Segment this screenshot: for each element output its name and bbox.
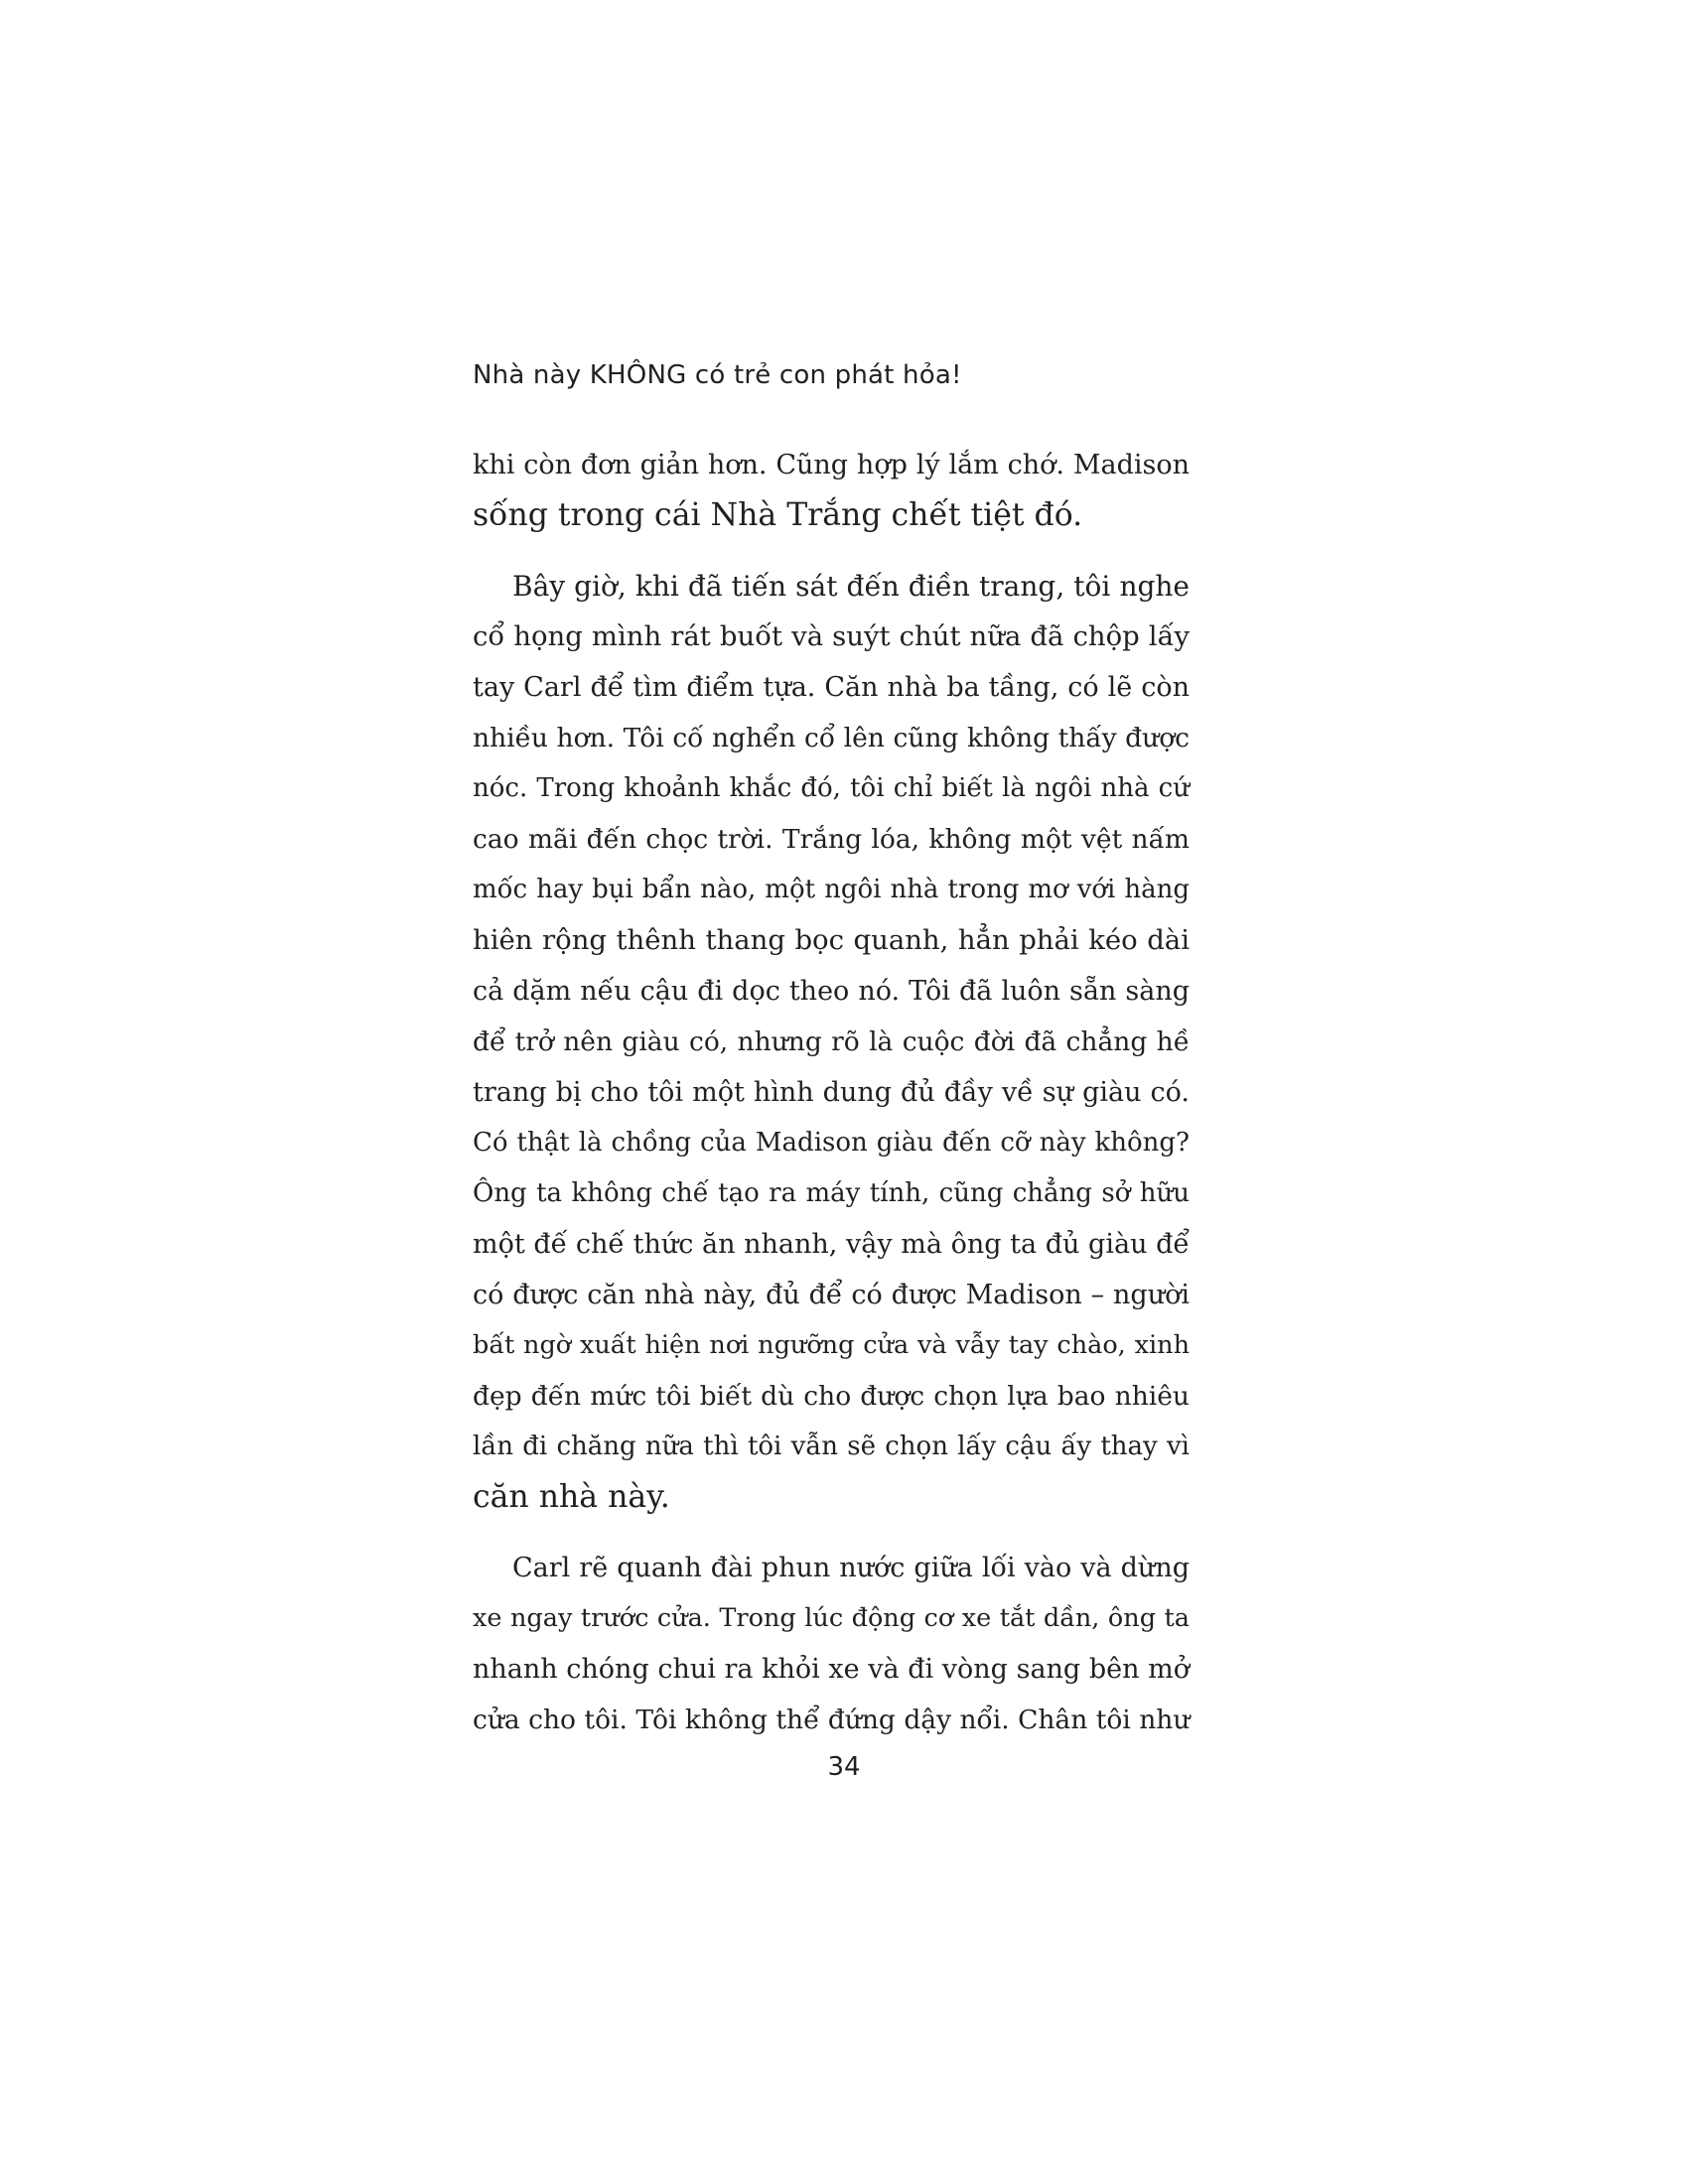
text-line: tay Carl để tìm điểm tựa. Căn nhà ba tầng, có lẽ còn: [473, 672, 1190, 703]
text-line: xe ngay trước cửa. Trong lúc động cơ xe tắt dần, ông ta: [473, 1603, 1190, 1633]
text-line: hiên rộng thênh thang bọc quanh, hẳn phải kéo dài: [473, 924, 1190, 956]
text-line: Có thật là chồng của Madison giàu đến cỡ này không?: [473, 1128, 1190, 1158]
running-header: Nhà này KHÔNG có trẻ con phát hỏa!: [473, 360, 962, 390]
text-line: Bây giờ, khi đã tiến sát đến điền trang, tôi nghe: [512, 570, 1190, 603]
text-line: cổ họng mình rát buốt và suýt chút nữa đã chộp lấy: [473, 620, 1190, 652]
text-line: nóc. Trong khoảnh khắc đó, tôi chỉ biết là ngôi nhà cứ: [473, 773, 1190, 803]
text-line: nhiều hơn. Tôi cố nghển cổ lên cũng không thấy được: [473, 723, 1190, 753]
text-line: đẹp đến mức tôi biết dù cho được chọn lựa bao nhiêu: [473, 1381, 1190, 1412]
text-line: trang bị cho tôi một hình dung đủ đầy về sự giàu có.: [473, 1077, 1190, 1108]
text-line: Ông ta không chế tạo ra máy tính, cũng chẳng sở hữu: [473, 1178, 1190, 1208]
text-line: một đế chế thức ăn nhanh, vậy mà ông ta đủ giàu để: [473, 1229, 1190, 1260]
text-line: mốc hay bụi bẩn nào, một ngôi nhà trong mơ với hàng: [473, 875, 1190, 904]
text-line: khi còn đơn giản hơn. Cũng hợp lý lắm chớ. Madison: [473, 450, 1190, 480]
text-line: có được căn nhà này, đủ để có được Madison – người: [473, 1280, 1190, 1310]
text-line: Carl rẽ quanh đài phun nước giữa lối vào và dừng: [512, 1553, 1190, 1583]
text-line: lần đi chăng nữa thì tôi vẫn sẽ chọn lấy cậu ấy thay vì: [473, 1432, 1190, 1461]
text-line: cả dặm nếu cậu đi dọc theo nó. Tôi đã luôn sẵn sàng: [473, 976, 1190, 1007]
text-line: cửa cho tôi. Tôi không thể đứng dậy nổi. Chân tôi như: [473, 1705, 1191, 1735]
text-line: cao mãi đến chọc trời. Trắng lóa, không một vệt nấm: [473, 824, 1190, 855]
body-text: [473, 440, 1190, 1745]
paragraph: [473, 1543, 1190, 1745]
text-line: sống trong cái Nhà Trắng chết tiệt đó.: [473, 497, 1083, 533]
text-line: để trở nên giàu có, nhưng rõ là cuộc đời đã chẳng hề: [473, 1026, 1190, 1057]
page-number: 34: [827, 1752, 861, 1782]
paragraph: [473, 440, 1190, 541]
text-line: bất ngờ xuất hiện nơi ngưỡng cửa và vẫy tay chào, xinh: [473, 1330, 1190, 1360]
text-line: căn nhà này.: [473, 1479, 670, 1515]
text-line: nhanh chóng chui ra khỏi xe và đi vòng sang bên mở: [473, 1654, 1190, 1685]
paragraph: [473, 561, 1190, 1523]
